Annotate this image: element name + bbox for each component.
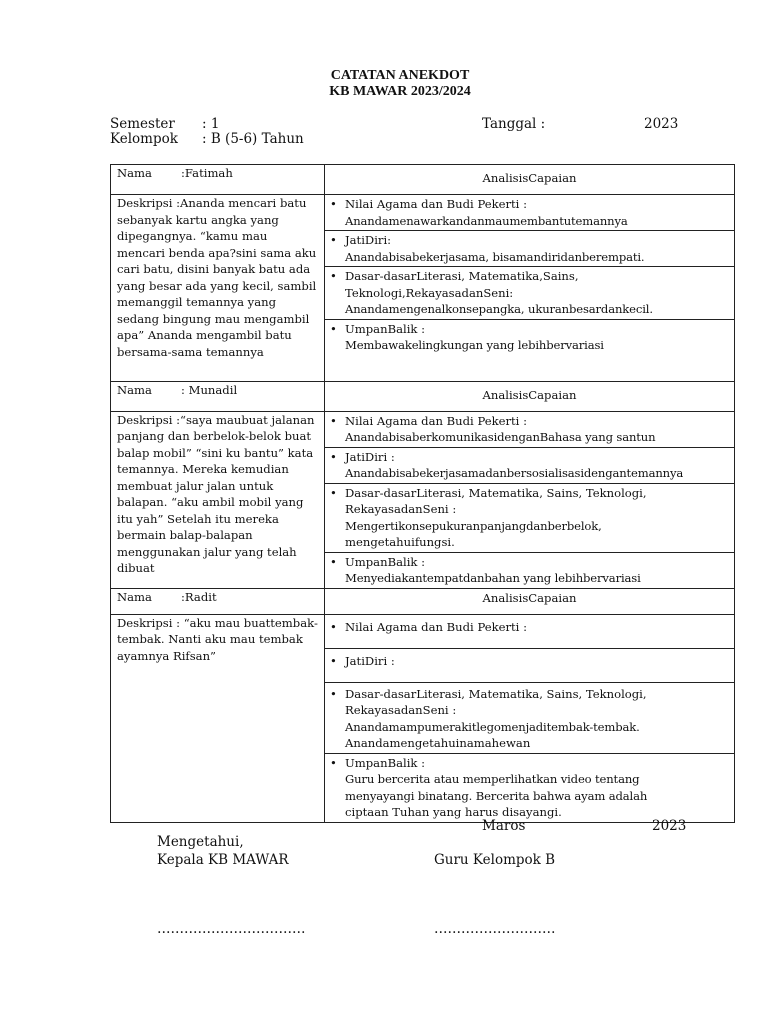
achievement-item: • Nilai Agama dan Budi Pekerti : AnandabisaberkomunikasidenganBahasa yang santun [325, 411, 735, 447]
footer-place: Maros [482, 818, 526, 834]
semester-label: Semester [110, 116, 175, 132]
bullet-icon: • [330, 653, 337, 668]
achievement-item: • JatiDiri : [325, 648, 735, 682]
kelompok-label: Kelompok [110, 131, 178, 147]
student-description: Deskripsi :Ananda mencari batu sebanyak kartu angka yang dipegangnya. “kamu mau mencari benda apa?sini sama aku cari batu, disini banyak batu ada yang besar ada yang kecil, sambil memanggil temannya yang sedang bingung mau mengambil apa” Ananda mengambil batu bersama-sama temannya [111, 195, 325, 382]
table-row [111, 195, 735, 231]
achievement-item: • UmpanBalik : Membawakelingkungan yang lebihbervariasi [325, 319, 735, 381]
achievement-item: • Dasar-dasarLiterasi, Matematika,Sains, Teknologi,RekayasadanSeni: Anandamengenalkonsepangka, ukuranbesardankecil. [325, 267, 735, 320]
semester-value: : 1 [202, 116, 220, 132]
achievement-item: • UmpanBalik : Guru bercerita atau memperlihatkan video tentang menyayangi binatang. Bercerita bahwa ayam adalah ciptaan Tuhan yang harus disayangi. [325, 753, 735, 822]
bullet-icon: • [330, 449, 337, 464]
tanggal-year: 2023 [644, 116, 679, 132]
bullet-icon: • [330, 413, 337, 428]
bullet-icon: • [330, 755, 337, 770]
student-name: : Munadil [181, 382, 238, 397]
achievement-item: • Nilai Agama dan Budi Pekerti : [325, 614, 735, 648]
student-description: Deskripsi :“saya maubuat jalanan panjang dan berbelok-belok buat balap mobil” “sini ku bantu” kata temannya. Mereka kemudian membuat jalur jalan untuk balapan. “aku ambil mobil yang itu yah” Setelah itu mereka bermain balap-balapan menggunakan jalur yang telah dibuat [111, 411, 325, 588]
bullet-icon: • [330, 233, 337, 247]
name-label: Nama [117, 166, 152, 180]
analisis-header: AnalisisCapaian [325, 165, 735, 195]
student-name: :Fatimah [181, 166, 233, 180]
document-title: CATATAN ANEKDOT [330, 68, 470, 83]
bullet-icon: • [330, 619, 337, 634]
bullet-icon: • [330, 485, 337, 500]
student-name-row [111, 381, 735, 411]
signature-line-left: …………………………… [157, 921, 306, 937]
achievement-item: • JatiDiri: Anandabisabekerjasama, bisamandiridanberempati. [325, 231, 735, 267]
document-subtitle: KB MAWAR 2023/2024 [329, 84, 471, 99]
student-name-cell [111, 381, 325, 411]
anecdote-table [110, 164, 735, 823]
footer-guru: Guru Kelompok B [434, 852, 556, 868]
footer-mengetahui: Mengetahui, [157, 834, 244, 850]
table-row [111, 411, 735, 447]
achievement-item: • JatiDiri : Anandabisabekerjasamadanbersosialisasidengantemannya [325, 447, 735, 483]
bullet-icon: • [330, 197, 337, 211]
achievement-item: • Dasar-dasarLiterasi, Matematika, Sains, Teknologi, RekayasadanSeni : Mengertikonsepukuranpanjangdanberbelok, mengetahuifungsi. [325, 483, 735, 552]
table-row [111, 614, 735, 648]
student-name-row [111, 165, 735, 195]
student-name-cell [111, 588, 325, 614]
bullet-icon: • [330, 686, 337, 701]
achievement-item: • UmpanBalik : Menyediakantempatdanbahan yang lebihbervariasi [325, 552, 735, 588]
tanggal-label: Tanggal : [482, 116, 546, 132]
achievement-item: • Dasar-dasarLiterasi, Matematika, Sains, Teknologi, RekayasadanSeni : Anandamampumerakitlegomenjaditembak-tembak. Anandamengetahuinamahewan [325, 682, 735, 753]
bullet-icon: • [330, 554, 337, 569]
name-label: Nama [117, 589, 152, 604]
name-label: Nama [117, 382, 152, 397]
analisis-header: AnalisisCapaian [325, 588, 735, 614]
analisis-header: AnalisisCapaian [325, 381, 735, 411]
footer-year: 2023 [652, 818, 687, 834]
kelompok-value: : B (5-6) Tahun [202, 131, 304, 147]
signature-line-right: ……………………… [434, 921, 556, 937]
footer-kepala: Kepala KB MAWAR [157, 852, 289, 868]
student-description: Deskripsi : “aku mau buattembak-tembak. Nanti aku mau tembak ayamnya Rifsan” [111, 614, 325, 822]
student-name-cell [111, 165, 325, 195]
bullet-icon: • [330, 321, 337, 336]
bullet-icon: • [330, 269, 337, 283]
student-name: :Radit [181, 589, 217, 604]
student-name-row [111, 588, 735, 614]
achievement-item: • Nilai Agama dan Budi Pekerti : Anandamenawarkandanmaumembantutemannya [325, 195, 735, 231]
